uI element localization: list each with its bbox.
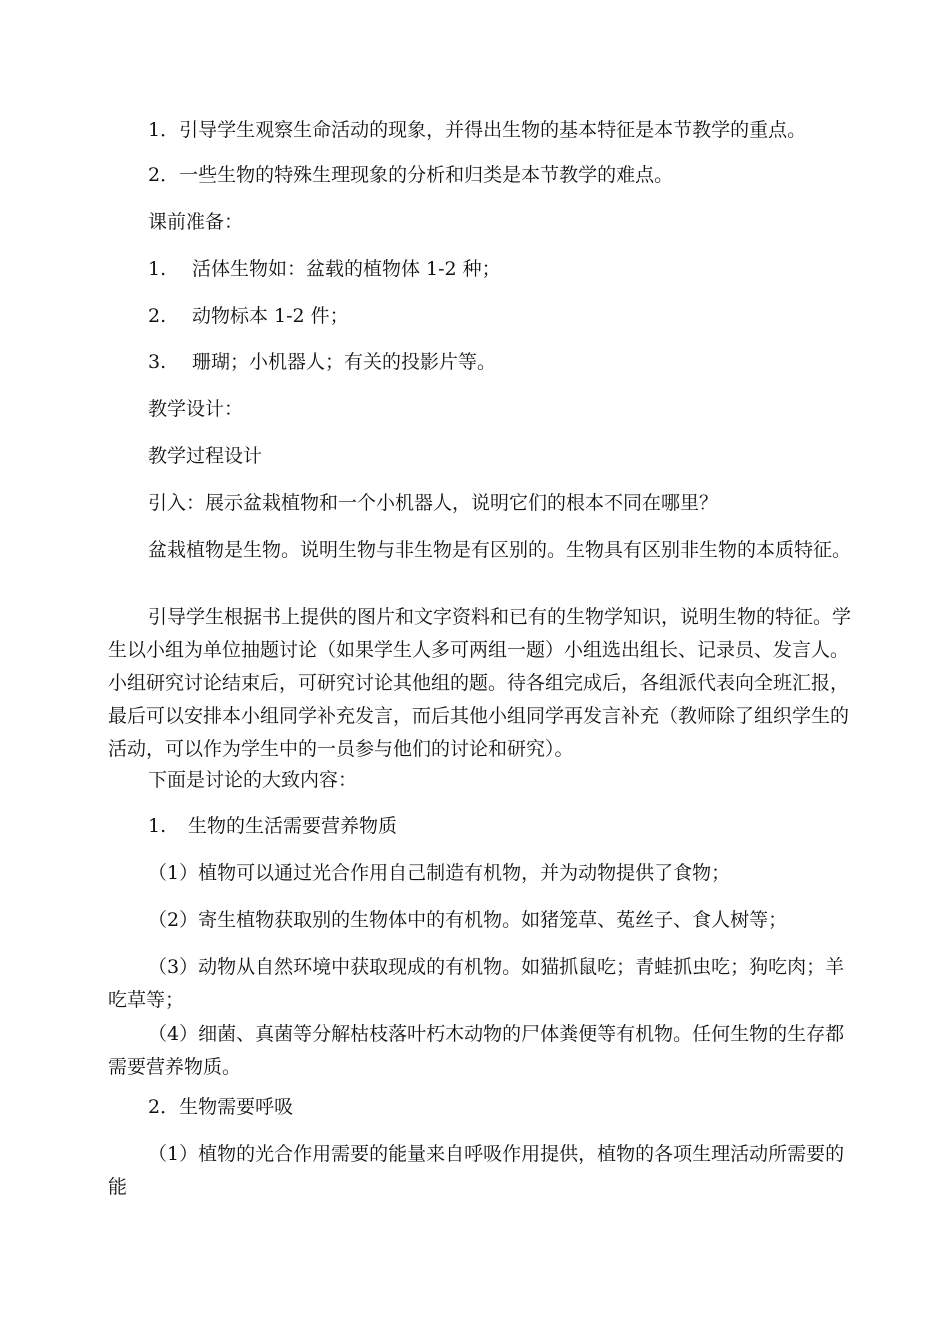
nutrition-point-4: （4）细菌、真菌等分解枯枝落叶朽木动物的尸体粪便等有机物。任何生物的生存都需要营养物质。 [108, 1023, 845, 1078]
discussion-guide-paragraph: 引导学生根据书上提供的图片和文字资料和已有的生物学知识，说明生物的特征。学生以小组为单位抽题讨论（如果学生人多可两组一题）小组选出组长、记录员、发言人。小组研究讨论结束后，可研究讨论其他组的题。待各组完成后，各组派代表向全班汇报，最后可以安排本小组同学补充发言，而后其他小组同学再发言补充（教师除了组织学生的活动，可以作为学生中的一员参与他们的讨论和研究）。 [108, 606, 852, 760]
prep-item [148, 300, 349, 333]
prep-item-text: 动物标本 1-2 件； [192, 305, 349, 327]
section-number: 1. [148, 815, 167, 837]
section-title: 生物的生活需要营养物质 [188, 815, 398, 837]
section-heading [148, 810, 397, 843]
difficulty-paragraph: 2．一些生物的特殊生理现象的分析和归类是本节教学的难点。 [148, 164, 674, 186]
prep-item [148, 346, 496, 379]
prep-item-number: 2. [148, 305, 167, 327]
nutrition-point-1: （1）植物可以通过光合作用自己制造有机物，并为动物提供了食物； [148, 862, 731, 884]
section-two-heading: 2．生物需要呼吸 [148, 1096, 294, 1118]
prep-item-number: 1. [148, 258, 167, 280]
prep-item-number: 3. [148, 351, 167, 373]
discussion-intro: 下面是讨论的大致内容： [148, 769, 358, 791]
teaching-design-heading: 教学设计： [148, 398, 244, 420]
nutrition-point-2: （2）寄生植物获取别的生物体中的有机物。如猪笼草、菟丝子、食人树等； [148, 909, 788, 931]
prep-item [148, 253, 501, 286]
introduction-paragraph: 引入：展示盆栽植物和一个小机器人，说明它们的根本不同在哪里？ [148, 492, 719, 514]
nutrition-point-3: （3）动物从自然环境中获取现成的有机物。如猫抓鼠吃；青蛙抓虫吃；狗吃肉；羊吃草等； [108, 956, 845, 1011]
prep-item-text: 珊瑚；小机器人；有关的投影片等。 [192, 351, 497, 373]
respiration-point-1: （1）植物的光合作用需要的能量来自呼吸作用提供，植物的各项生理活动所需要的能 [108, 1143, 845, 1198]
key-point-paragraph: 1．引导学生观察生命活动的现象，并得出生物的基本特征是本节教学的重点。 [148, 119, 807, 141]
prep-item-text: 活体生物如：盆载的植物体 1-2 种； [192, 258, 501, 280]
potted-plant-paragraph: 盆栽植物是生物。说明生物与非生物是有区别的。生物具有区别非生物的本质特征。 [148, 539, 852, 561]
process-design-heading: 教学过程设计 [148, 445, 263, 467]
preparation-heading: 课前准备： [148, 211, 244, 233]
